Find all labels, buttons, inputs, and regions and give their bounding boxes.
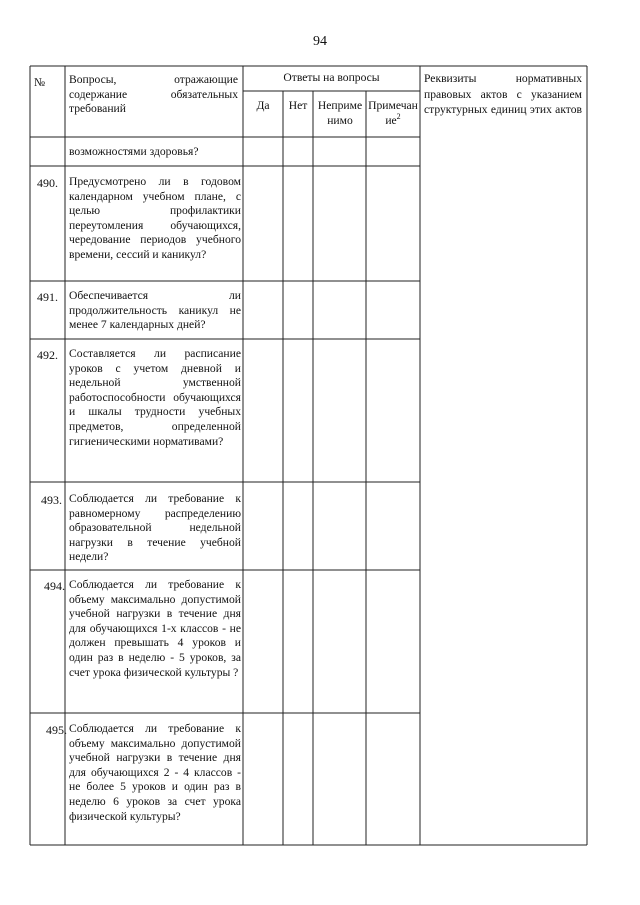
row-492-text: Составляется ли расписание уроков с учетом дневной и недельной умственной работоспособности обучающихся и шкалы трудности учебных предметов, определенной гигиеническими нормативами? (69, 347, 241, 448)
row-494-text: Соблюдается ли требование к объему максимально допустимой учебной нагрузки в течение дня для обучающихся 1-х классов - не должен превышать 4 уроков и один раз в неделю - 5 уроков, за счет урока физической культуры ? (69, 578, 241, 679)
header-note (368, 99, 418, 128)
row-493-text: Соблюдается ли требование к равномерному распределению образовательной недельной нагрузки в течение учебной недели? (69, 492, 241, 564)
header-question: Вопросы, отражающие содержание обязательных требований (69, 73, 238, 116)
header-yes: Да (256, 99, 270, 112)
row-continuation-text: возможностями здоровья? (69, 145, 199, 158)
header-not-applicable: Неприменимо (317, 99, 363, 127)
row-494-number: 494. (44, 579, 65, 593)
row-490-number: 490. (37, 176, 58, 190)
header-num: № (34, 76, 46, 89)
row-495-text: Соблюдается ли требование к объему максимально допустимой учебной нагрузки в течение дня для обучающихся 2 - 4 классов - не более 5 уроков и один раз в неделю 6 уроков за счет урока физической культуры? (69, 722, 241, 823)
row-492-number: 492. (37, 348, 58, 362)
row-491-text: Обеспечивается ли продолжительность каникул не менее 7 календарных дней? (69, 289, 241, 332)
row-490-text: Предусмотрено ли в годовом календарном учебном плане, с целью профилактики переутомления обучающихся, чередование периодов учебного времени, сессий и каникул? (69, 175, 241, 261)
row-491-number: 491. (37, 290, 58, 304)
header-note-mark: 2 (396, 111, 401, 121)
row-493-number: 493. (41, 493, 62, 507)
header-no: Нет (288, 99, 308, 112)
header-note-text: Примечание (368, 99, 418, 127)
header-answers: Ответы на вопросы (283, 71, 380, 84)
page-number: 94 (313, 34, 327, 49)
row-495-number: 495. (46, 723, 67, 737)
header-requisites: Реквизиты нормативных правовых актов с указанием структурных единиц этих актов (424, 72, 582, 116)
